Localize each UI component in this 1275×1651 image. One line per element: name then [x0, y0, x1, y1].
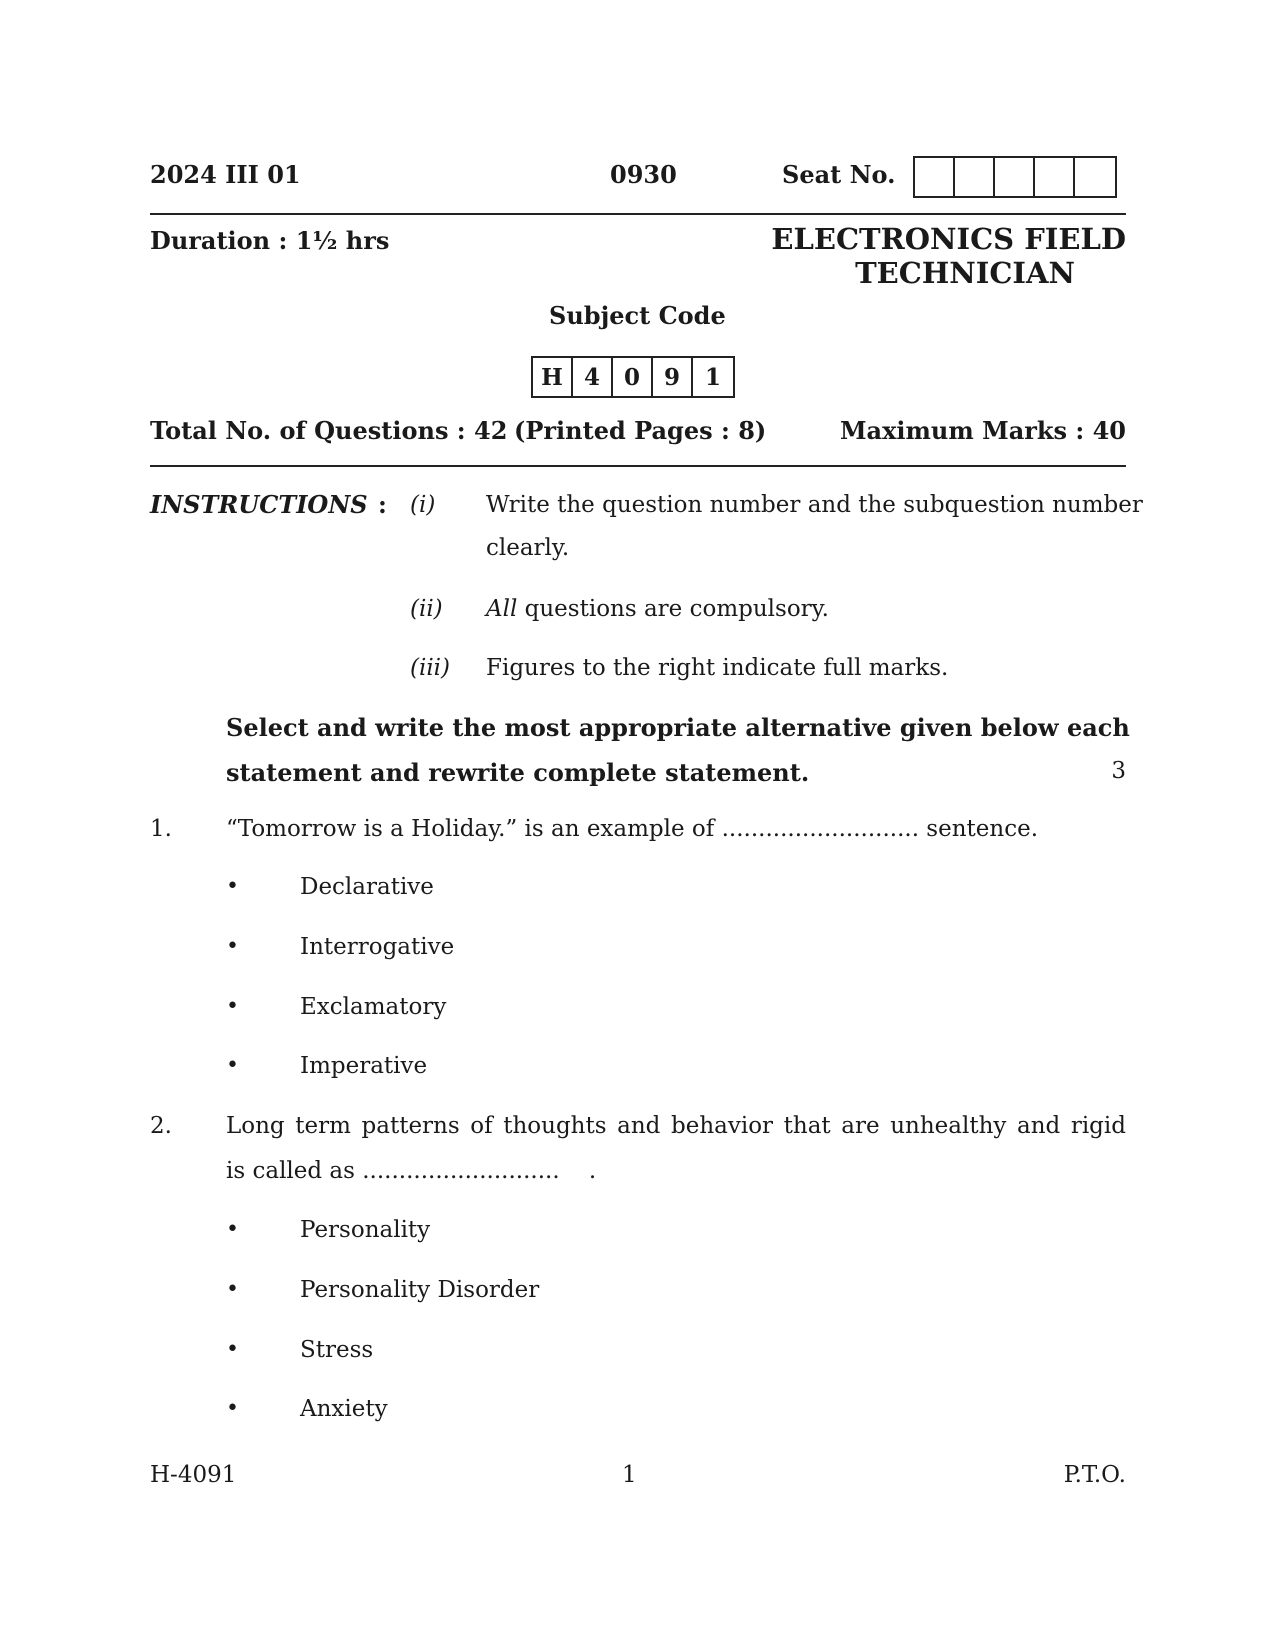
- section-heading: Select and write the most appropriate alternative given below each: [226, 713, 1130, 742]
- printed-pages: (Printed Pages : 8): [514, 416, 767, 445]
- seat-box[interactable]: [1035, 158, 1075, 196]
- option: Interrogative: [300, 934, 455, 960]
- option: Imperative: [300, 1053, 428, 1079]
- pto-label: P.T.O.: [1063, 1462, 1126, 1488]
- time-code: 0930: [610, 160, 677, 189]
- info-divider: [150, 465, 1126, 467]
- duration: Duration : 1½ hrs: [150, 226, 390, 255]
- option: Personality Disorder: [300, 1277, 540, 1303]
- question-number: 2.: [150, 1113, 172, 1139]
- bullet-icon: •: [226, 874, 239, 899]
- question-text: Long term patterns of thoughts and behavior that are unhealthy and rigid: [226, 1113, 1126, 1139]
- subject-title-line2: TECHNICIAN: [855, 256, 1075, 290]
- seat-number-boxes[interactable]: [913, 156, 1117, 198]
- instruction-emphasis: All: [486, 596, 518, 622]
- seat-box[interactable]: [955, 158, 995, 196]
- seat-box[interactable]: [995, 158, 1035, 196]
- option: Stress: [300, 1337, 374, 1363]
- instruction-number: (iii): [410, 655, 451, 681]
- total-questions: Total No. of Questions : 42: [150, 416, 508, 445]
- question-text: “Tomorrow is a Holiday.” is an example of ........................... sentence.: [226, 816, 1039, 842]
- header-divider: [150, 213, 1126, 215]
- bullet-icon: •: [226, 934, 239, 959]
- section-heading-cont: statement and rewrite complete statement.: [226, 758, 810, 787]
- instruction-text-cont: clearly.: [486, 535, 570, 561]
- option: Declarative: [300, 874, 434, 900]
- section-marks: 3: [1111, 758, 1126, 784]
- bullet-icon: •: [226, 1277, 239, 1302]
- instruction-text: [486, 596, 829, 622]
- seat-number-label: Seat No.: [782, 160, 896, 189]
- option: Anxiety: [300, 1396, 388, 1422]
- subject-code-boxes: [531, 356, 735, 398]
- instructions-colon: :: [378, 490, 387, 519]
- subject-code-char: 1: [704, 363, 721, 391]
- footer-code: H-4091: [150, 1462, 237, 1488]
- page-number: 1: [622, 1462, 637, 1488]
- bullet-icon: •: [226, 1053, 239, 1078]
- subject-code-char: H: [533, 358, 573, 396]
- subject-title-line1: ELECTRONICS FIELD: [771, 222, 1126, 256]
- option: Exclamatory: [300, 994, 447, 1020]
- subject-code-label: Subject Code: [549, 301, 726, 330]
- instruction-text-rest: questions are compulsory.: [517, 596, 829, 622]
- bullet-icon: •: [226, 994, 239, 1019]
- bullet-icon: •: [226, 1337, 239, 1362]
- instruction-number: (ii): [410, 596, 443, 622]
- bullet-icon: •: [226, 1217, 239, 1242]
- subject-code-char: 0: [613, 358, 653, 396]
- instruction-number: (i): [410, 492, 436, 518]
- subject-code-char: 9: [653, 358, 693, 396]
- question-number: 1.: [150, 816, 172, 842]
- seat-box[interactable]: [915, 158, 955, 196]
- maximum-marks: Maximum Marks : 40: [839, 416, 1126, 445]
- option: Personality: [300, 1217, 431, 1243]
- instructions-label: INSTRUCTIONS: [150, 490, 368, 519]
- bullet-icon: •: [226, 1396, 239, 1421]
- instruction-text: Figures to the right indicate full marks.: [486, 655, 949, 681]
- subject-code-char: 4: [573, 358, 613, 396]
- seat-box[interactable]: [1075, 158, 1115, 196]
- exam-code: 2024 III 01: [150, 160, 301, 189]
- question-text-cont: is called as ........................... .: [226, 1158, 597, 1184]
- instruction-text: Write the question number and the subquestion number: [486, 492, 1143, 518]
